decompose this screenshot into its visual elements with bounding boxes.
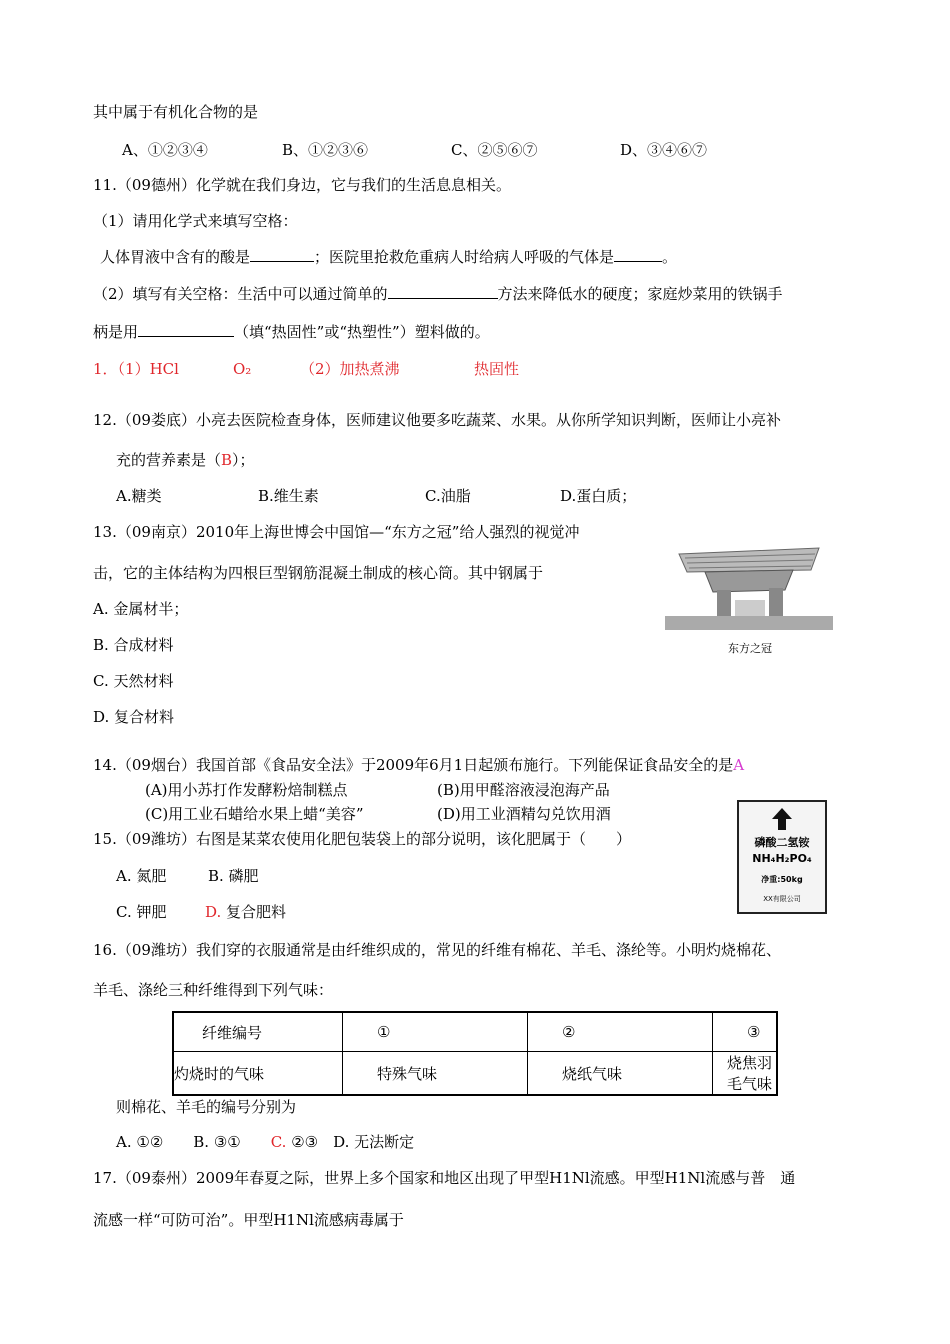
text: ；医院里抢救危重病人时给病人呼吸的气体是 [314, 248, 615, 266]
answer-blank [614, 247, 662, 262]
fertilizer-label-image [737, 800, 827, 914]
text: 。 [662, 248, 678, 266]
answer-blank [388, 284, 498, 299]
text: （填“热固性”或“热塑性”）塑料做的。 [234, 323, 490, 341]
table-header-cell: ① [343, 1012, 528, 1052]
table-header-cell: 纤维编号 [173, 1012, 343, 1052]
option-c-text: ②③ [291, 1133, 319, 1151]
figure-caption: 东方之冠 [728, 642, 772, 655]
question-13: 13.（09南京）2010年上海世博会中国馆—“东方之冠”给人强烈的视觉冲 [93, 523, 580, 541]
option-c: C. 钾肥 [116, 903, 167, 921]
table-cell: 灼烧时的气味 [173, 1052, 343, 1096]
option-c: C.油脂 [425, 487, 471, 505]
text: ）； [232, 451, 255, 469]
arrow-up-icon [739, 806, 825, 834]
option-d [205, 902, 286, 922]
text: （2）填写有关空格：生活中可以通过简单的 [93, 285, 388, 303]
option-a: A.糖类 [116, 487, 162, 505]
table-cell: 特殊气味 [343, 1052, 528, 1096]
table-row [173, 1012, 777, 1052]
option-b: B、①②③⑥ [282, 141, 369, 159]
option-d: (D)用工业酒精勾兑饮用酒 [437, 805, 611, 823]
question-text: 其中属于有机化合物的是 [93, 103, 259, 121]
option-d: D.蛋白质； [560, 487, 637, 505]
label-company: XX有限公司 [763, 895, 801, 903]
table-row [173, 1052, 777, 1096]
question-16: 16.（09潍坊）我们穿的衣服通常是由纤维织成的，常见的纤维有棉花、羊毛、涤纶等。小明灼烧棉花、 [93, 941, 781, 959]
text: 柄是用 [93, 323, 139, 341]
option-a: A、①②③④ [122, 141, 208, 159]
text: 复合肥料 [226, 903, 287, 921]
text: 充的营养素是（ [116, 451, 222, 469]
china-pavilion-image [665, 540, 833, 630]
option-c: C、②⑤⑥⑦ [451, 141, 538, 159]
question-17-line2: 流感一样“可防可治”。甲型H1Nl流感病毒属于 [93, 1211, 404, 1229]
question-12: 12.（09娄底）小亮去医院检查身体，医师建议他要多吃蔬菜、水果。从你所学知识判断，医师让小亮补 [93, 411, 781, 429]
table-header-cell: ② [528, 1012, 713, 1052]
option-c: C. 天然材料 [93, 672, 174, 690]
option-b: B. 磷肥 [208, 867, 259, 885]
question-14 [93, 755, 744, 775]
option-d: D、③④⑥⑦ [620, 141, 708, 159]
answer-blank [138, 322, 234, 337]
question-11-part2 [93, 284, 783, 304]
answer-14: A [733, 756, 745, 774]
table-cell: 烧焦羽毛气味 [713, 1052, 778, 1096]
answer-11-d: 热固性 [474, 360, 520, 378]
answer-11-a: 1．（1）HCl [93, 360, 179, 378]
question-11-part2b [93, 322, 490, 342]
question-11-part1: （1）请用化学式来填写空格： [93, 212, 298, 230]
label-name: 磷酸二氢铵 [754, 836, 810, 849]
question-13-line2: 击，它的主体结构为四根巨型钢筋混凝土制成的核心筒。其中钢属于 [93, 564, 544, 582]
answer-11-c: （2）加热煮沸 [300, 360, 400, 378]
answer-blank [250, 247, 314, 262]
question-16-line3: 则棉花、羊毛的编号分别为 [116, 1098, 297, 1116]
answer-16: C. [270, 1133, 287, 1151]
answer-15: D. [205, 903, 222, 921]
options-ab: A. ①② B. ③① [116, 1133, 241, 1151]
question-11-line [100, 247, 677, 267]
option-d: D. 无法断定 [333, 1133, 415, 1151]
option-b: B. 合成材料 [93, 636, 174, 654]
table-cell: 烧纸气味 [528, 1052, 713, 1096]
question-12-line2 [116, 450, 255, 470]
option-a: (A)用小苏打作发酵粉焙制糕点 [145, 781, 348, 799]
fiber-table [172, 1011, 778, 1096]
label-net: 净重:50kg [761, 875, 803, 884]
option-a: A. 氮肥 [116, 867, 167, 885]
answer-12: B [221, 451, 233, 469]
question-17: 17.（09泰州）2009年春夏之际，世界上多个国家和地区出现了甲型H1Nl流感。甲型H1Nl流感与普 通 [93, 1169, 796, 1187]
option-b: (B)用甲醛溶液浸泡海产品 [437, 781, 610, 799]
question-15: 15.（09潍坊）右图是某菜农使用化肥包装袋上的部分说明，该化肥属于（ ） [93, 830, 631, 848]
answer-11-b: O₂ [233, 360, 252, 378]
question-11: 11.（09德州）化学就在我们身边，它与我们的生活息息相关。 [93, 176, 511, 194]
text: 14.（09烟台）我国首部《食品安全法》于2009年6月1日起颁布施行。下列能保证食品安全的是 [93, 756, 734, 774]
question-16-line2: 羊毛、涤纶三种纤维得到下列气味： [93, 981, 334, 999]
option-a: A. 金属材半； [93, 600, 189, 618]
text: 人体胃液中含有的酸是 [100, 248, 251, 266]
option-b: B.维生素 [258, 487, 319, 505]
option-d: D. 复合材料 [93, 708, 175, 726]
option-c: (C)用工业石蜡给水果上蜡“美容” [145, 805, 364, 823]
question-16-options [116, 1132, 414, 1152]
table-header-cell: ③ [713, 1012, 778, 1052]
label-formula: NH₄H₂PO₄ [752, 852, 812, 865]
text: 方法来降低水的硬度；家庭炒菜用的铁锅手 [497, 285, 783, 303]
